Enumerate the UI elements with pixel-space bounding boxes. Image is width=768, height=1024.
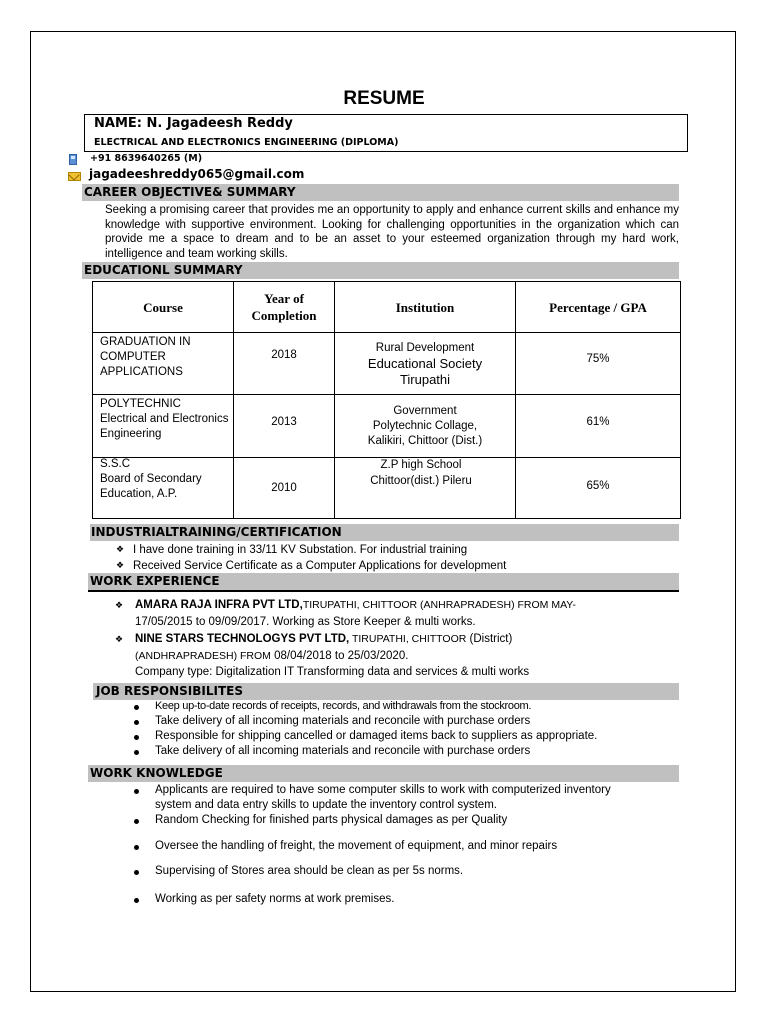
responsibility-item: Keep up-to-date records of receipts, records, and withdrawals from the stockroom. xyxy=(155,700,532,712)
percentage-cell xyxy=(516,395,681,458)
institution-line: Kalikiri, Chittoor (Dist.) xyxy=(367,434,483,447)
responsibility-item: Responsible for shipping cancelled or damaged items back to suppliers as appropriate. xyxy=(155,730,598,742)
diamond-bullet-icon: ❖ xyxy=(115,600,124,610)
bullet-icon xyxy=(134,870,139,875)
job-location: TIRUPATHI, xyxy=(349,633,409,645)
year-value: 2018 xyxy=(271,349,297,361)
job-location: TIRUPATHI, CHITTOOR (ANHRAPRADESH) FROM MAY- xyxy=(302,599,576,611)
job-district: (District) xyxy=(466,633,513,645)
bullet-icon xyxy=(134,735,139,740)
table-row xyxy=(93,333,681,395)
job-company: AMARA RAJA INFRA PVT LTD, xyxy=(135,599,303,611)
knowledge-heading: WORK KNOWLEDGE xyxy=(88,765,679,782)
responsibilities-heading: JOB RESPONSIBILITES xyxy=(93,683,679,700)
job-entry xyxy=(135,597,655,630)
phone-number: +91 8639640265 (M) xyxy=(90,153,203,164)
job-state: (ANDHRAPRADESH) FROM xyxy=(135,649,271,662)
degree: ELECTRICAL AND ELECTRONICS ENGINEERING (DIPLOMA) xyxy=(94,137,399,148)
diamond-bullet-icon: ❖ xyxy=(116,560,125,570)
institution-line: Government xyxy=(393,404,457,417)
email-address[interactable]: jagadeeshreddy065@gmail.com xyxy=(89,167,305,181)
knowledge-item: Working as per safety norms at work premises. xyxy=(155,893,395,905)
mail-icon xyxy=(68,172,81,181)
diamond-bullet-icon: ❖ xyxy=(116,544,125,554)
institution-line: Educational Society xyxy=(367,355,483,371)
course-line: Electrical and Electronics Engineering xyxy=(100,413,229,440)
institution-line: Z.P high School xyxy=(380,459,462,471)
knowledge-item-continued: system and data entry skills to update the inventory control system. xyxy=(155,799,497,811)
course-cell: GRADUATION IN COMPUTER APPLICATIONS xyxy=(93,333,234,395)
training-heading: INDUSTRIALTRAINING/CERTIFICATION xyxy=(90,524,679,541)
year-cell xyxy=(234,333,335,395)
institution-cell xyxy=(335,333,516,395)
table-header-row xyxy=(93,282,681,333)
experience-heading xyxy=(88,573,679,590)
col-course: Course xyxy=(93,282,234,333)
institution-line: Polytechnic Collage, xyxy=(372,419,478,432)
knowledge-item: Oversee the handling of freight, the movement of equipment, and minor repairs xyxy=(155,840,558,852)
col-percentage: Percentage / GPA xyxy=(516,282,681,333)
bullet-icon xyxy=(134,750,139,755)
percentage-cell xyxy=(516,458,681,519)
year-cell xyxy=(234,395,335,458)
percentage-cell xyxy=(516,333,681,395)
experience-heading-part: EXPERIENCE xyxy=(136,574,220,588)
job-entry xyxy=(135,631,655,681)
company-type: Company type: Digitalization IT Transforming data and services & multi works xyxy=(135,666,530,678)
bullet-icon xyxy=(134,845,139,850)
knowledge-item: Supervising of Stores area should be clean as per 5s norms. xyxy=(155,865,464,877)
experience-heading-part: WORK xyxy=(90,574,137,588)
education-heading: EDUCATIONL SUMMARY xyxy=(82,262,679,279)
year-value: 2010 xyxy=(271,481,297,494)
percentage-value: 61% xyxy=(586,415,610,428)
course-line: Board of Secondary Education, A.P. xyxy=(100,473,202,500)
col-institution: Institution xyxy=(335,282,516,333)
course-cell xyxy=(93,458,234,519)
institution-line: Rural Development xyxy=(375,341,475,354)
table-row xyxy=(93,395,681,458)
year-cell xyxy=(234,458,335,519)
responsibility-item: Take delivery of all incoming materials and reconcile with purchase orders xyxy=(155,745,531,757)
institution-cell xyxy=(335,458,516,519)
year-value: 2013 xyxy=(271,415,297,428)
career-text: Seeking a promising career that provides me an opportunity to apply and enhance current skills and enhance my knowledge with supportive environment. Looking for challenging opportunities in the organization which can provide me a space to dream and to be an asset to your esteemed organization through my hard work, intelligence and team working skills. xyxy=(105,204,679,260)
bullet-icon xyxy=(134,705,139,710)
education-table xyxy=(92,281,681,519)
institution-cell xyxy=(335,395,516,458)
knowledge-item: Applicants are required to have some computer skills to work with computerized inventory xyxy=(155,784,611,796)
phone-icon xyxy=(69,154,77,165)
table-row xyxy=(93,458,681,519)
percentage-value: 75% xyxy=(586,353,610,365)
training-item: I have done training in 33/11 KV Substation. For industrial training xyxy=(133,544,468,556)
institution-line: Chittoor(dist.) Pileru xyxy=(370,475,472,487)
knowledge-item: Random Checking for finished parts physical damages as per Quality xyxy=(155,814,508,826)
candidate-name: NAME: N. Jagadeesh Reddy xyxy=(94,116,293,131)
bullet-icon xyxy=(134,720,139,725)
experience-underline xyxy=(88,590,679,592)
col-year: Year of Completion xyxy=(234,282,335,333)
job-location: CHITTOOR xyxy=(408,633,467,645)
bullet-icon xyxy=(134,898,139,903)
resume-title: RESUME xyxy=(343,88,425,109)
job-dates: 17/05/2015 to 09/09/2017. Working as Store Keeper & multi works. xyxy=(135,615,476,628)
job-company: NINE STARS TECHNOLOGYS PVT LTD, xyxy=(135,633,350,645)
institution-line: Tirupathi xyxy=(399,371,451,387)
course-cell xyxy=(93,395,234,458)
training-item: Received Service Certificate as a Computer Applications for development xyxy=(133,560,507,572)
bullet-icon xyxy=(134,789,139,794)
job-dates: 08/04/2018 to 25/03/2020. xyxy=(270,649,409,662)
career-heading: CAREER OBJECTIVE& SUMMARY xyxy=(82,184,679,201)
percentage-value: 65% xyxy=(586,479,610,492)
bullet-icon xyxy=(134,819,139,824)
course-line: POLYTECHNIC xyxy=(100,398,181,410)
diamond-bullet-icon: ❖ xyxy=(115,634,124,644)
name-box xyxy=(84,114,688,152)
course-line: S.S.C xyxy=(100,458,131,470)
responsibility-item: Take delivery of all incoming materials and reconcile with purchase orders xyxy=(155,715,531,727)
